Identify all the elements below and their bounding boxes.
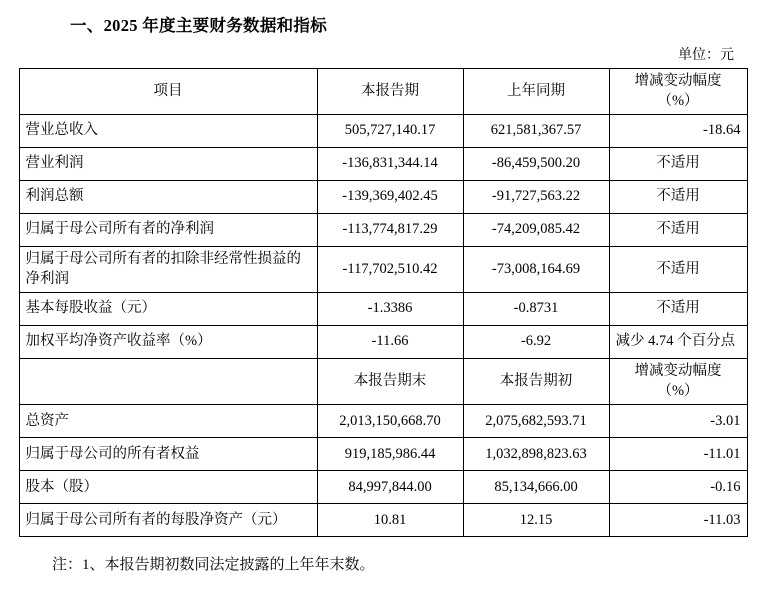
row-item-label: 归属于母公司的所有者权益 xyxy=(19,438,317,471)
row-change-value: 不适用 xyxy=(609,247,747,293)
header-change-rate-line1: 增减变动幅度 xyxy=(634,363,722,380)
row-item-label: 加权平均净资产收益率（%） xyxy=(19,326,317,359)
page-title: 一、2025 年度主要财务数据和指标 xyxy=(70,16,328,35)
header-current-period: 本报告期 xyxy=(317,69,463,115)
row-previous-value: 12.15 xyxy=(463,504,609,537)
row-change-value: -11.01 xyxy=(609,438,747,471)
row-previous-value: 2,075,682,593.71 xyxy=(463,405,609,438)
row-item-label: 归属于母公司所有者的每股净资产（元） xyxy=(19,504,317,537)
table-row xyxy=(19,504,747,537)
row-item-label: 利润总额 xyxy=(19,181,317,214)
header-period-end: 本报告期末 xyxy=(317,359,463,405)
header-item: 项目 xyxy=(19,69,317,115)
row-change-value: -11.03 xyxy=(609,504,747,537)
row-previous-value: -6.92 xyxy=(463,326,609,359)
row-current-value: 505,727,140.17 xyxy=(317,115,463,148)
row-previous-value: 1,032,898,823.63 xyxy=(463,438,609,471)
table-row xyxy=(19,115,747,148)
row-current-value: -113,774,817.29 xyxy=(317,214,463,247)
row-item-label: 归属于母公司所有者的净利润 xyxy=(19,214,317,247)
row-current-value: -139,369,402.45 xyxy=(317,181,463,214)
row-current-value: 2,013,150,668.70 xyxy=(317,405,463,438)
header-previous-period: 上年同期 xyxy=(463,69,609,115)
row-item-label: 归属于母公司所有者的扣除非经常性损益的净利润 xyxy=(19,247,317,293)
header-change-rate xyxy=(609,359,747,405)
row-change-value: -0.16 xyxy=(609,471,747,504)
row-previous-value: -74,209,085.42 xyxy=(463,214,609,247)
row-item-label: 总资产 xyxy=(19,405,317,438)
financial-summary-table xyxy=(19,68,748,537)
row-change-value: -18.64 xyxy=(609,115,747,148)
row-change-value: 不适用 xyxy=(609,214,747,247)
table-row xyxy=(19,405,747,438)
row-previous-value: -73,008,164.69 xyxy=(463,247,609,293)
table-row xyxy=(19,247,747,293)
row-change-value: 不适用 xyxy=(609,293,747,326)
header-change-rate-line1: 增减变动幅度 xyxy=(634,73,722,89)
row-change-value: 减少 4.74 个百分点 xyxy=(609,326,747,359)
row-item-label: 基本每股收益（元） xyxy=(19,293,317,326)
row-current-value: 10.81 xyxy=(317,504,463,537)
header-change-rate-line2: （%） xyxy=(657,382,699,399)
table-row xyxy=(19,293,747,326)
table-row xyxy=(19,471,747,504)
table-header-row-balance xyxy=(19,359,747,405)
row-current-value: -136,831,344.14 xyxy=(317,148,463,181)
header-item-blank xyxy=(19,359,317,405)
row-item-label: 营业总收入 xyxy=(19,115,317,148)
row-previous-value: -86,459,500.20 xyxy=(463,148,609,181)
row-current-value: 919,185,986.44 xyxy=(317,438,463,471)
header-change-rate xyxy=(609,69,747,115)
row-change-value: 不适用 xyxy=(609,181,747,214)
row-current-value: -117,702,510.42 xyxy=(317,247,463,293)
header-change-rate-line2: （%） xyxy=(657,92,699,109)
row-current-value: -1.3386 xyxy=(317,293,463,326)
table-row xyxy=(19,181,747,214)
row-previous-value: 621,581,367.57 xyxy=(463,115,609,148)
row-previous-value: -0.8731 xyxy=(463,293,609,326)
row-change-value: -3.01 xyxy=(609,405,747,438)
table-row xyxy=(19,326,747,359)
row-previous-value: 85,134,666.00 xyxy=(463,471,609,504)
row-current-value: -11.66 xyxy=(317,326,463,359)
unit-label: 单位：元 xyxy=(678,48,734,63)
header-period-begin: 本报告期初 xyxy=(463,359,609,405)
row-item-label: 营业利润 xyxy=(19,148,317,181)
table-row xyxy=(19,148,747,181)
row-change-value: 不适用 xyxy=(609,148,747,181)
table-row xyxy=(19,214,747,247)
table-row xyxy=(19,438,747,471)
row-current-value: 84,997,844.00 xyxy=(317,471,463,504)
row-item-label: 股本（股） xyxy=(19,471,317,504)
table-footnote: 注：1、本报告期初数同法定披露的上年年末数。 xyxy=(52,557,375,574)
row-previous-value: -91,727,563.22 xyxy=(463,181,609,214)
table-header-row-period xyxy=(19,69,747,115)
